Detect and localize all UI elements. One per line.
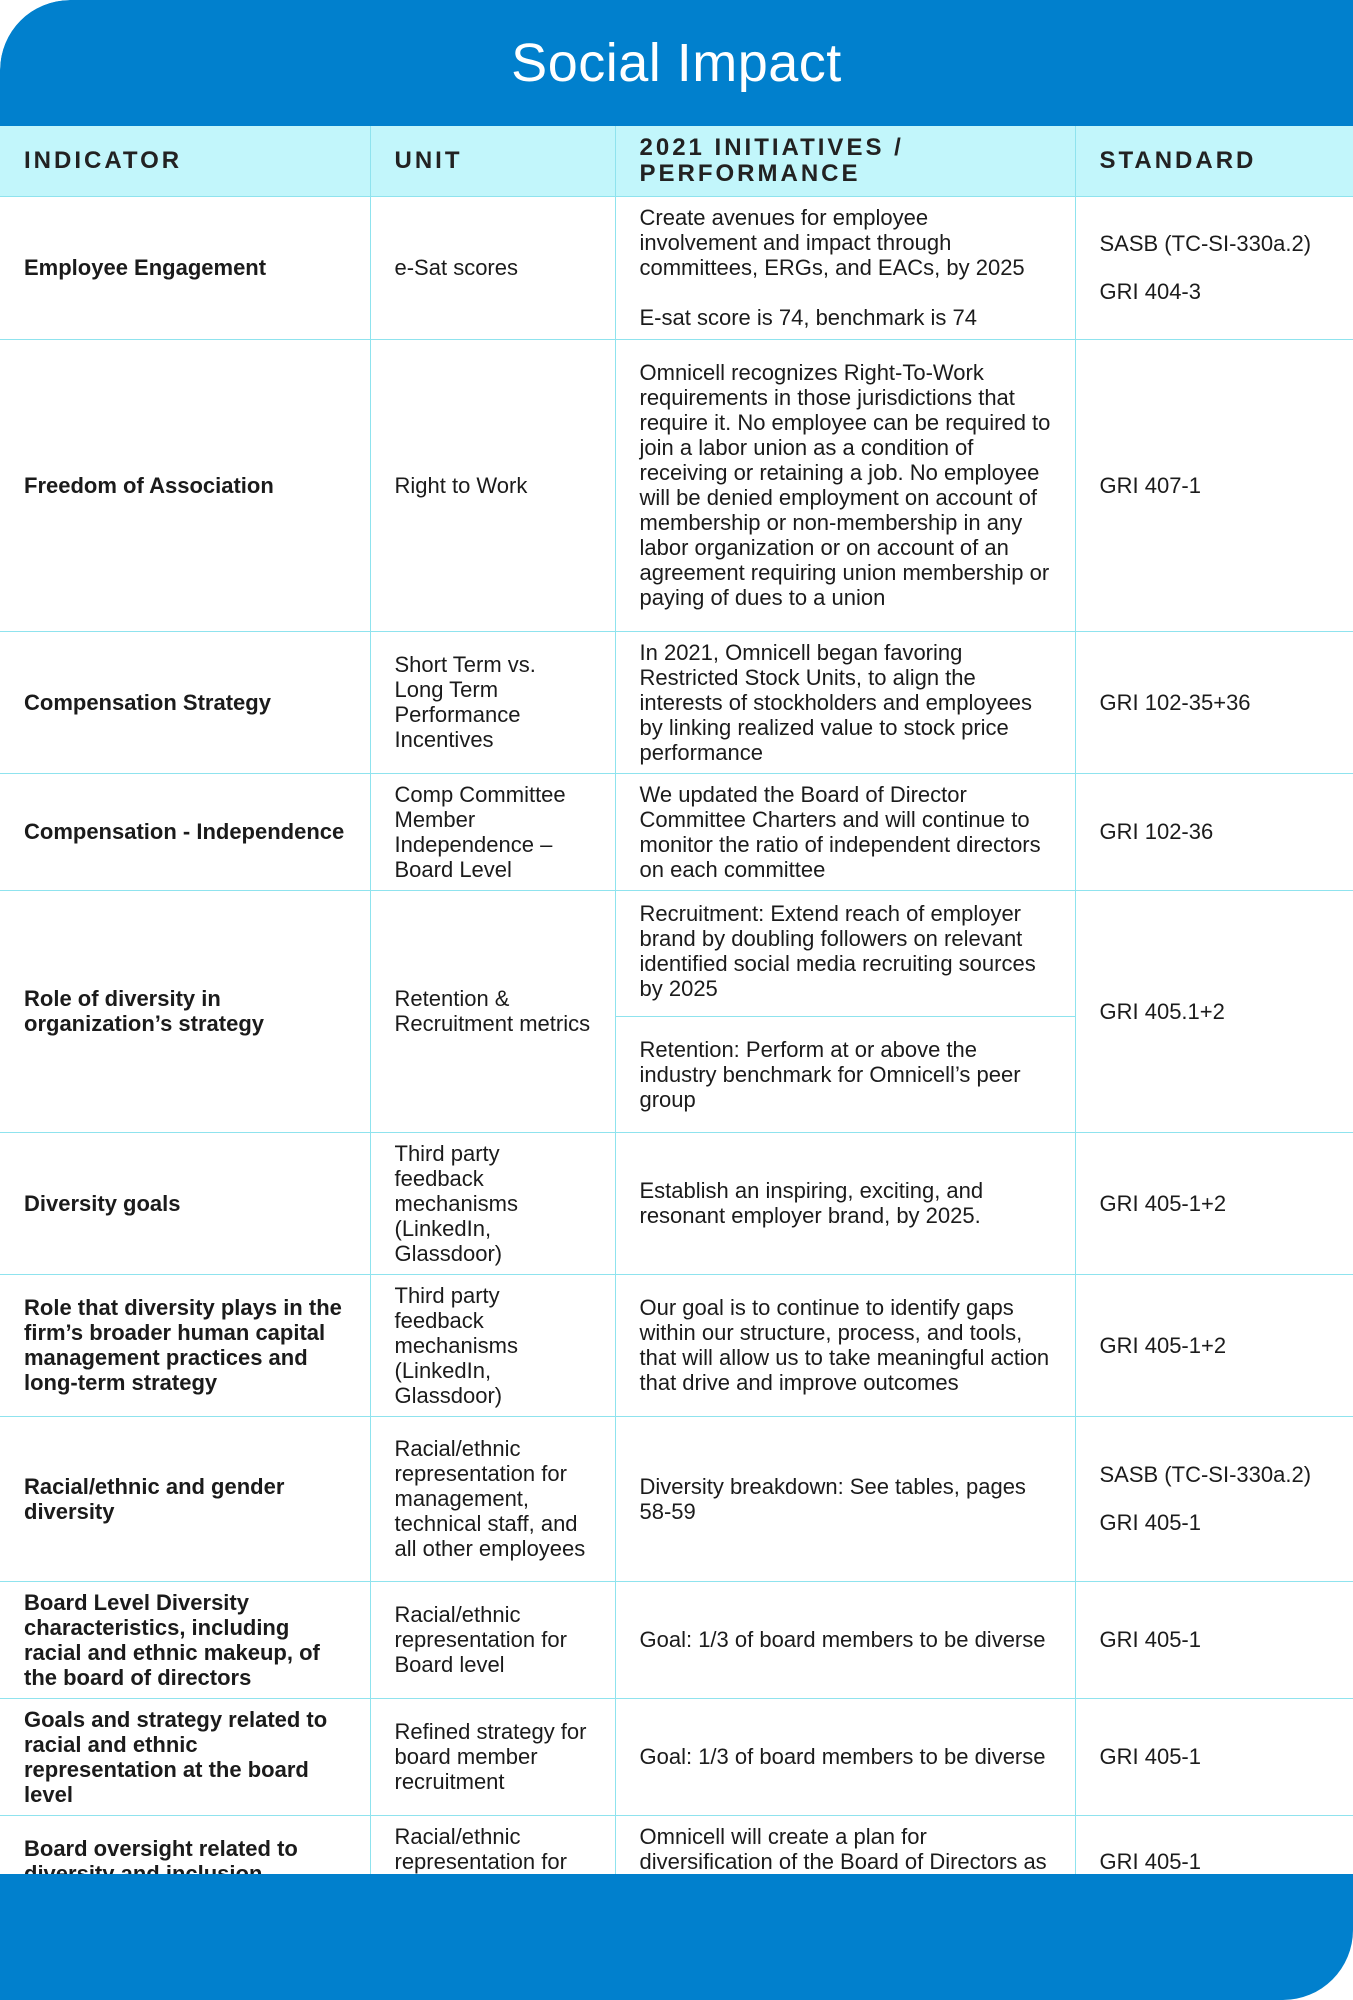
- standard-cell: [1075, 196, 1353, 339]
- initiatives-cell: [615, 1581, 1075, 1698]
- initiative-text: Diversity breakdown: See tables, pages 58-59: [639, 1473, 1026, 1524]
- initiatives-cell: [615, 1698, 1075, 1815]
- table-row: [0, 631, 1353, 773]
- indicator-cell: Role that diversity plays in the firm’s broader human capital management practices and long-term strategy: [0, 1274, 370, 1416]
- standard-cell: [1075, 1416, 1353, 1581]
- indicator-cell: Employee Engagement: [0, 196, 370, 339]
- column-header-standard: STANDARD: [1075, 126, 1353, 196]
- unit-cell: Retention & Recruitment metrics: [370, 890, 615, 1132]
- title-banner: [0, 0, 1353, 126]
- indicator-cell: Role of diversity in organization’s strategy: [0, 890, 370, 1132]
- indicator-cell: Compensation - Independence: [0, 773, 370, 890]
- standard-cell: [1075, 1274, 1353, 1416]
- initiative-text: Recruitment: Extend reach of employer brand by doubling followers on relevant identified social media recruiting sources by 2025: [639, 900, 1036, 1001]
- standard-code: GRI 405.1+2: [1099, 998, 1225, 1024]
- standard-code: GRI 405-1: [1099, 1510, 1201, 1535]
- initiative-text: Goal: 1/3 of board members to be diverse: [639, 1744, 1046, 1769]
- indicator-cell: Compensation Strategy: [0, 631, 370, 773]
- standard-code: GRI 405-1+2: [1099, 1332, 1227, 1358]
- initiative-text: Retention: Perform at or above the industry benchmark for Omnicell’s peer group: [616, 1016, 1075, 1132]
- standard-code: GRI 102-35+36: [1099, 689, 1251, 715]
- table-row: [0, 773, 1353, 890]
- indicator-cell: Freedom of Association: [0, 339, 370, 631]
- standard-code: GRI 407-1: [1099, 472, 1201, 498]
- initiative-text: Establish an inspiring, exciting, and resonant employer brand, by 2025.: [639, 1178, 984, 1228]
- table-row: [0, 1416, 1353, 1581]
- initiative-text: Omnicell will create a plan for diversification of the Board of Directors as: [639, 1823, 1047, 1874]
- initiatives-cell: [615, 339, 1075, 631]
- standard-cell: [1075, 1698, 1353, 1815]
- table-row: [0, 1581, 1353, 1698]
- standard-cell: [1075, 631, 1353, 773]
- unit-cell: Right to Work: [370, 339, 615, 631]
- standard-code: GRI 102-36: [1099, 819, 1214, 844]
- initiative-text: Our goal is to continue to identify gaps within our structure, process, and tools, that will allow us to take meaningful action that drive and improve outcomes: [639, 1295, 1050, 1395]
- table-row: [0, 1274, 1353, 1416]
- table-row: [0, 890, 1353, 1132]
- unit-cell: Short Term vs. Long Term Performance Incentives: [370, 631, 615, 773]
- standard-cell: [1075, 890, 1353, 1132]
- standard-code: GRI 404-3: [1099, 279, 1201, 304]
- initiatives-cell: [615, 773, 1075, 890]
- column-header-unit: UNIT: [370, 126, 615, 196]
- page-title: Social Impact: [511, 33, 842, 93]
- standard-code: GRI 405-1: [1099, 1627, 1201, 1652]
- unit-cell: Racial/ethnic representation for: [370, 1815, 615, 1907]
- initiative-text: E-sat score is 74, benchmark is 74: [639, 305, 977, 330]
- table-row: [0, 196, 1353, 339]
- indicator-cell: Board Level Diversity characteristics, including racial and ethnic makeup, of the board of directors: [0, 1581, 370, 1698]
- indicator-cell: Racial/ethnic and gender diversity: [0, 1416, 370, 1581]
- column-header-initiatives: 2021 INITIATIVES / PERFORMANCE: [615, 126, 1075, 196]
- column-header-indicator: INDICATOR: [0, 126, 370, 196]
- standard-code: GRI 405-1: [1099, 1744, 1201, 1769]
- unit-cell: Comp Committee Member Independence – Board Level: [370, 773, 615, 890]
- initiative-text: In 2021, Omnicell began favoring Restricted Stock Units, to align the interests of stockholders and employees by linking realized value to stock price performance: [639, 639, 1033, 765]
- header-row: [0, 126, 1353, 196]
- initiative-text: We updated the Board of Director Committee Charters and will continue to monitor the ratio of independent directors on each committee: [639, 781, 1041, 882]
- standard-code: GRI 405-1+2: [1099, 1190, 1227, 1216]
- footer-bar: [0, 1874, 1353, 2000]
- unit-cell: e-Sat scores: [370, 196, 615, 339]
- table-row: [0, 1698, 1353, 1815]
- standard-cell: [1075, 1132, 1353, 1274]
- standard-cell: [1075, 773, 1353, 890]
- unit-cell: Racial/ethnic representation for Board level: [370, 1581, 615, 1698]
- initiatives-cell: [615, 1416, 1075, 1581]
- indicator-cell: Diversity goals: [0, 1132, 370, 1274]
- unit-cell: Racial/ethnic representation for management, technical staff, and all other employees: [370, 1416, 615, 1581]
- initiatives-cell: [615, 1132, 1075, 1274]
- standard-cell: [1075, 1581, 1353, 1698]
- indicator-cell: Board oversight related to: [0, 1815, 370, 1907]
- indicator-cell: Goals and strategy related to racial and ethnic representation at the board level: [0, 1698, 370, 1815]
- unit-cell: Third party feedback mechanisms (LinkedIn, Glassdoor): [370, 1274, 615, 1416]
- initiatives-cell: [615, 196, 1075, 339]
- initiatives-cell: [615, 890, 1075, 1132]
- standard-code: SASB (TC-SI-330a.2): [1099, 1462, 1312, 1487]
- standard-cell: [1075, 339, 1353, 631]
- initiatives-cell: [615, 1274, 1075, 1416]
- initiative-text: Goal: 1/3 of board members to be diverse: [639, 1627, 1046, 1652]
- initiative-text: Create avenues for employee involvement and impact through committees, ERGs, and EACs, by 2025: [639, 205, 1025, 280]
- table-row: [0, 339, 1353, 631]
- standard-code: SASB (TC-SI-330a.2): [1099, 231, 1312, 256]
- unit-cell: Refined strategy for board member recruitment: [370, 1698, 615, 1815]
- initiative-text: Omnicell recognizes Right-To-Work requirements in those jurisdictions that require it. No employee can be required to join a labor union as a condition of receiving or retaining a job. No employee will be denied employment on account of membership or non-membership in any labor organization or on account of an agreement requiring union membership or paying of dues to a union: [639, 360, 1051, 610]
- social-impact-table: [0, 126, 1353, 1908]
- initiatives-cell: [615, 631, 1075, 773]
- table-row: [0, 1132, 1353, 1274]
- standard-code: GRI 405-1: [1099, 1848, 1201, 1874]
- unit-cell: Third party feedback mechanisms (LinkedIn, Glassdoor): [370, 1132, 615, 1274]
